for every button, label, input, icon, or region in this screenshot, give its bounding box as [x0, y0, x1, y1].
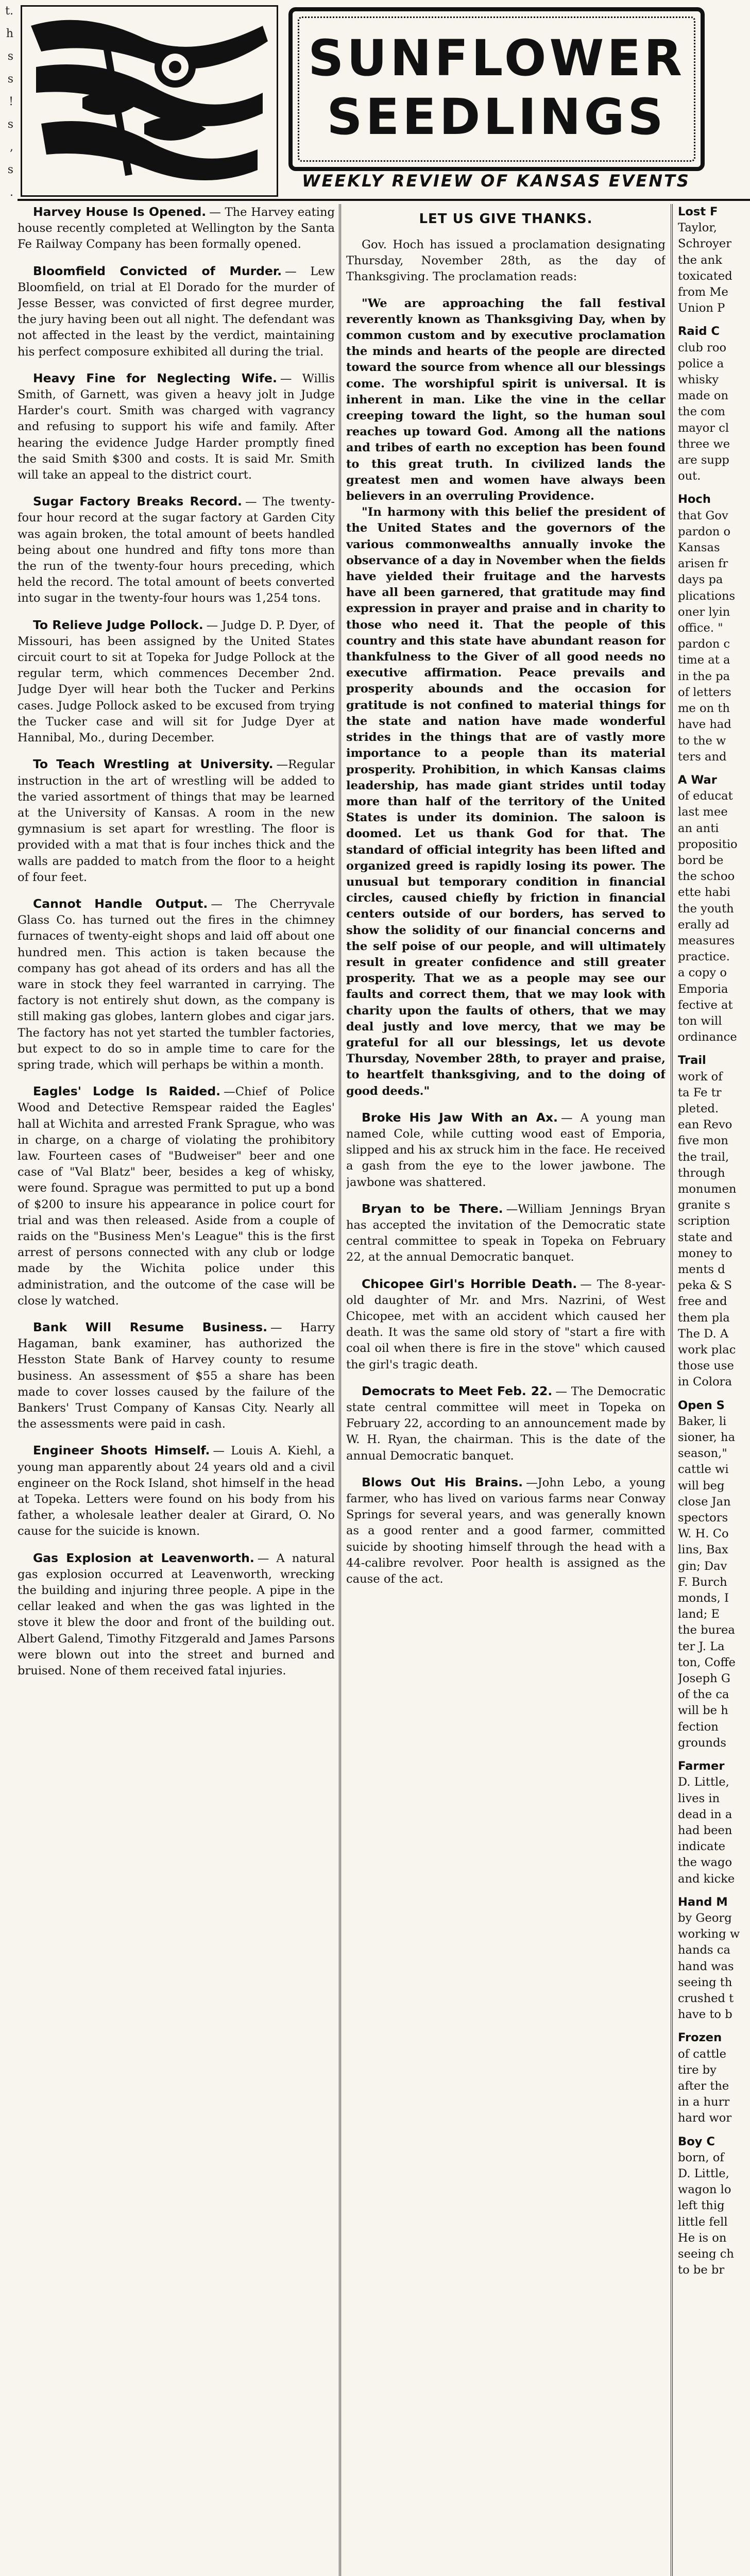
margin-fragment: s — [7, 50, 13, 63]
cut-text-fragment: will beg — [678, 1479, 725, 1493]
cut-text-fragment: the schoo — [678, 870, 735, 884]
cut-text-fragment: hard wor — [678, 2111, 732, 2125]
news-item-body — [346, 1110, 666, 1191]
news-item-text: — The 8-year-old daughter of Mr. and Mrs. Nazrini, of West Chicopee, met with an accident which caused her death. It was the same old story of "start a fire with coal oil when there is fire in the stove" which caused the girl's tragic death. — [346, 1277, 666, 1371]
cut-text-fragment: three we — [678, 437, 730, 451]
cut-headline-fragment: Hand M — [678, 1895, 728, 1909]
thanksgiving-intro — [346, 237, 666, 285]
cut-text-fragment: seeing ch — [678, 2247, 734, 2261]
cut-text-fragment: plications — [678, 589, 736, 603]
cut-text-fragment: state and — [678, 1230, 733, 1244]
cut-text-fragment: ments d — [678, 1263, 725, 1276]
news-item — [18, 1443, 335, 1539]
cut-text-fragment: money to — [678, 1246, 732, 1260]
cut-headline-fragment: Frozen — [678, 2031, 722, 2045]
cut-text-fragment: fective at — [678, 998, 733, 1012]
cut-text-fragment: D. Little, — [678, 1775, 729, 1789]
cut-text-fragment: of letters — [678, 685, 731, 699]
news-item — [18, 896, 335, 1073]
cut-text-fragment: after the — [678, 2079, 729, 2093]
cut-text-fragment: whisky — [678, 373, 719, 387]
news-item-headline: To Relieve Judge Pollock. — [33, 617, 203, 632]
news-item-body — [18, 617, 335, 747]
news-item-body — [18, 756, 335, 886]
news-item-headline: Broke His Jaw With an Ax. — [362, 1110, 558, 1125]
thanksgiving-title: LET US GIVE THANKS. — [419, 211, 593, 227]
cut-text-fragment: season," — [678, 1447, 727, 1461]
news-item-body — [346, 1383, 666, 1464]
cut-text-fragment: D. Little, — [678, 2166, 729, 2180]
cut-text-fragment: gin; Dav — [678, 1559, 727, 1573]
cut-text-fragment: W. H. Co — [678, 1527, 729, 1541]
news-item — [18, 1550, 335, 1680]
cut-text-fragment: Emporia — [678, 982, 728, 996]
news-item — [18, 494, 335, 606]
cut-text-fragment: bord be — [678, 853, 724, 867]
cut-text-fragment: had been — [678, 1823, 732, 1837]
news-item-headline: Sugar Factory Breaks Record. — [33, 494, 242, 509]
cut-text-fragment: practice. — [678, 950, 730, 964]
cut-text-fragment: me on th — [678, 702, 730, 716]
cut-text-fragment: Joseph G — [678, 1672, 730, 1686]
cut-text-fragment: hand was — [678, 1959, 734, 1973]
news-item-headline: Harvey House Is Opened. — [33, 205, 207, 219]
cut-text-fragment: the burea — [678, 1623, 735, 1637]
news-item — [18, 370, 335, 483]
cut-text-fragment: office. " — [678, 621, 723, 635]
cut-text-fragment: indicate — [678, 1840, 726, 1854]
cut-text-fragment: days pa — [678, 573, 723, 587]
news-item-headline: Blows Out His Brains. — [362, 1475, 523, 1489]
cut-text-fragment: have to b — [678, 2008, 732, 2022]
news-item-headline: Gas Explosion at Leavenworth. — [33, 1550, 254, 1565]
cut-text-fragment: monds, I — [678, 1591, 729, 1605]
cut-text-fragment: Baker, li — [678, 1414, 727, 1428]
cut-text-fragment: Kansas — [678, 541, 720, 555]
cut-text-fragment: arisen fr — [678, 557, 728, 571]
cut-text-fragment: the ank — [678, 253, 722, 267]
news-item-text: — Harry Hagaman, bank examiner, has authorized the Hesston State Bank of Harvey county to resume business. An assessment of $55 a share has been made to cover losses caused by the failure of the Bankers' Trust Company of Kansas City. Nearly all the assessments were paid in cash. — [18, 1321, 335, 1431]
cut-text-fragment: free and — [678, 1295, 727, 1309]
news-item-text: — The Harvey eating house recently completed at Wellington by the Santa Fe Railway Company has been formally opened. — [18, 206, 335, 251]
cut-text-fragment: ter J. La — [678, 1639, 725, 1653]
news-item-body — [346, 1201, 666, 1266]
cut-text-fragment: through — [678, 1166, 725, 1180]
cut-text-fragment: crushed t — [678, 1991, 734, 2005]
cut-text-fragment: spectors — [678, 1511, 728, 1525]
news-item — [18, 1083, 335, 1309]
cut-text-fragment: from Me — [678, 285, 728, 299]
cut-text-fragment: lives in — [678, 1791, 720, 1805]
cut-text-fragment: peka & S — [678, 1279, 732, 1293]
cut-text-fragment: close Jan — [678, 1495, 731, 1509]
cut-headline-fragment: Lost F — [678, 205, 718, 218]
cut-text-fragment: those use — [678, 1359, 734, 1373]
news-item-text: —John Lebo, a young farmer, who has lived on various farms near Conway Springs for several years, and was generally known as a good renter and a good farmer, committed suicide by shooting himself through the head with a 44-calibre revolver. Poor health is assigned as the cause of the act. — [346, 1476, 666, 1586]
news-item — [346, 1475, 666, 1587]
cut-headline-fragment: Trail — [678, 1054, 706, 1067]
cut-text-fragment: monumen — [678, 1182, 737, 1196]
masthead-title-line-1: SUNFLOWER — [308, 29, 685, 87]
news-item-body — [18, 1443, 335, 1539]
news-item-text: — Lew Bloomfield, on trial at El Dorado for the murder of Jesse Besser, was convicted of first degree murder, the jury having been out all night. The defendant was not affected in the least by the verdict, maintaining his perfect composure exhibited all during the trial. — [18, 264, 335, 359]
news-item-body — [18, 494, 335, 606]
cut-text-fragment: hands ca — [678, 1943, 730, 1957]
column-divider — [339, 204, 341, 2576]
cut-text-fragment: in a hurr — [678, 2095, 730, 2109]
masthead-frame — [288, 7, 705, 171]
cut-text-fragment: ton will — [678, 1014, 722, 1028]
cut-text-fragment: lins, Bax — [678, 1543, 728, 1557]
news-item — [346, 1110, 666, 1191]
cut-text-fragment: club roo — [678, 341, 727, 354]
cut-text-fragment: work of — [678, 1070, 723, 1083]
cut-headline-fragment: Raid C — [678, 325, 720, 338]
cut-text-fragment: ean Revo — [678, 1118, 732, 1132]
cut-text-fragment: the trail, — [678, 1150, 729, 1164]
news-item-headline: Chicopee Girl's Horrible Death. — [362, 1276, 577, 1291]
column-one — [18, 204, 335, 2576]
news-item-headline: Bank Will Resume Business. — [33, 1320, 268, 1334]
cut-text-fragment: made on — [678, 389, 729, 403]
cut-headline-fragment: Boy C — [678, 2134, 715, 2148]
margin-fragment: ! — [9, 95, 13, 108]
cut-text-fragment: that Gov — [678, 509, 728, 522]
news-item-headline: Bryan to be There. — [362, 1201, 503, 1216]
cut-text-fragment: working w — [678, 1927, 740, 1941]
news-item-text: — Judge D. P. Dyer, of Missouri, has been assigned by the United States circuit court to sit at Topeka for Judge Pollock at the regular term, which commences December 2nd. Judge Dyer will hear both the Tucker and Perkins cases. Judge Pollock asked to be excused from trying the Tucker case and will sit for Judge Dyer at Hannibal, Mo., during December. — [18, 618, 335, 745]
margin-fragment: s — [7, 118, 13, 131]
cut-text-fragment: five mon — [678, 1134, 728, 1148]
news-item-headline: Democrats to Meet Feb. 22. — [362, 1383, 553, 1398]
margin-fragment: h — [6, 27, 13, 40]
cut-text-fragment: little fell — [678, 2215, 728, 2229]
cut-headline-fragment: Farmer — [678, 1759, 725, 1773]
news-item-text: — A young man named Cole, while cutting wood east of Emporia, slipped and his ax struck him in the face. He received a gash from the eye to the lower jawbone. The jawbone was shattered. — [346, 1111, 666, 1189]
cut-text-fragment: an anti — [678, 821, 719, 835]
cut-text-fragment: of cattle — [678, 2047, 727, 2061]
left-margin-fragments — [0, 0, 15, 216]
cut-text-fragment: the com — [678, 405, 725, 419]
news-item-body — [18, 263, 335, 360]
thanksgiving-proclamation — [346, 296, 666, 1099]
news-item — [18, 1319, 335, 1432]
cut-text-fragment: erally ad — [678, 918, 729, 931]
cut-text-fragment: last mee — [678, 805, 728, 819]
cut-text-fragment: out. — [678, 469, 701, 483]
proclamation-paragraph-2: "In harmony with this belief the president of the United States and the governors of the various commonwealths annually invoke the observance of a day in November when the fields have yielded their fruitage and the harvests have all been garnered, that gratitude may find expression in prayer and praise and in charity to those who need it. That the people of this country and this state have abundant reason for thankfulness to the Giver of all good needs no executive affirmation. Peace prevails and prosperity abounds and the occasion for gratitude is not confined to material things for the state and nation have made wonderful strides in the things that are of vastly more importance to a people than its material prosperity. Prohibition, in which Kansas claims leadership, has made giant strides until today more than half of the territory of the United States is under its dominion. The saloon is doomed. Let us thank God for that. The standard of official integrity has been lifted and organized greed is rapidly losing its power. The unusual but temporary condition in financial circles, caused chiefly by friction in financial centers outside of our borders, has served to show the solidity of our financial concerns and the self poise of our people, and will ultimately result in greater confidence and still greater prosperity. That we as a people may see our faults and correct them, that we may look with charity upon the faults of others, that we may deal justly and love mercy, that we may be grateful for all our blessings, let us devote Thursday, November 28th, to prayer and praise, to heartfelt thanksgiving, and to the doing of good deeds." — [346, 505, 666, 1098]
cut-text-fragment: are supp — [678, 453, 729, 467]
news-item — [346, 1383, 666, 1464]
cut-text-fragment: cattle wi — [678, 1463, 729, 1477]
masthead-title-line-2: SEEDLINGS — [327, 88, 667, 146]
column-two — [346, 204, 666, 2576]
cut-text-fragment: by Georg — [678, 1911, 732, 1925]
news-item-text: — The twenty-four hour record at the sugar factory at Garden City was again broken, the total amount of beets handled being about one hundred and fifty tons more than the run of the twenty-four hours preceding, which held the record. The total amount of beets converted into sugar in the twenty-four hours was 1,254 tons. — [18, 495, 335, 605]
news-item — [18, 756, 335, 886]
cut-text-fragment: fection — [678, 1720, 719, 1734]
cut-text-fragment: left thig — [678, 2199, 725, 2213]
cut-text-fragment: ordinance — [678, 1030, 737, 1044]
cut-text-fragment: oner lyin — [678, 605, 730, 619]
cut-text-fragment: work plac — [678, 1343, 736, 1357]
news-item-text: —Regular instruction in the art of wrestling will be added to the varied assortment of things that may be learned at the University of Kansas. A room in the new gymnasium is set apart for wrestling. The floor is provided with a mat that is four inches thick and the walls are padded to match from the floor to a height of four feet. — [18, 758, 335, 884]
news-item-body — [18, 896, 335, 1073]
cut-text-fragment: ta Fe tr — [678, 1086, 722, 1099]
cut-text-fragment: mayor cl — [678, 421, 729, 435]
cut-text-fragment: pardon o — [678, 524, 731, 538]
cut-text-fragment: He is on — [678, 2231, 727, 2245]
news-item-headline: Bloomfield Convicted of Murder. — [33, 263, 282, 278]
cut-text-fragment: to be br — [678, 2263, 725, 2277]
news-item-body — [18, 204, 335, 253]
news-item — [346, 1276, 666, 1373]
masthead-subtitle: WEEKLY REVIEW OF KANSAS EVENTS — [302, 171, 690, 191]
margin-fragment: . — [10, 186, 13, 199]
news-item-text: — Louis A. Kiehl, a young man apparently about 24 years old and a civil engineer on the Rock Island, shot himself in the head at Topeka. Letters were found on his body from his father, a wholesale leather dealer at Girard, O. No cause for the suicide is known. — [18, 1444, 335, 1538]
cut-text-fragment: land; E — [678, 1607, 720, 1621]
cut-text-fragment: of the ca — [678, 1688, 729, 1702]
news-item — [346, 1201, 666, 1266]
news-item-body — [346, 1276, 666, 1373]
column-divider — [671, 204, 673, 2576]
news-item-body — [18, 1319, 335, 1432]
cut-text-fragment: police a — [678, 357, 724, 370]
cut-text-fragment: the wago — [678, 1856, 732, 1870]
cut-text-fragment: measures — [678, 934, 735, 947]
news-item — [18, 617, 335, 747]
cut-text-fragment: a copy o — [678, 966, 727, 980]
news-item — [18, 204, 335, 253]
cut-text-fragment: the youth — [678, 902, 734, 916]
margin-fragment: s — [7, 163, 13, 176]
cut-text-fragment: sioner, ha — [678, 1431, 736, 1445]
cut-text-fragment: F. Burch — [678, 1575, 727, 1589]
cut-text-fragment: ette habi — [678, 886, 730, 900]
news-item-body — [18, 1083, 335, 1309]
cut-text-fragment: The D. A — [678, 1327, 729, 1341]
cut-text-fragment: toxicated — [678, 269, 732, 283]
cut-text-fragment: have had — [678, 718, 731, 732]
cut-text-fragment: Union P — [678, 301, 725, 315]
cut-text-fragment: ters and — [678, 750, 727, 764]
news-item-text: — A natural gas explosion occurred at Leavenworth, wrecking the building and injuring three people. A pipe in the cellar leaked and when the gas was lighted in the stove it blew the door and front of the building out. Albert Galend, Timothy Fitzgerald and James Parsons were blown out into the street and burned and bruised. None of them received fatal injuries. — [18, 1551, 335, 1678]
news-item-body — [346, 1475, 666, 1587]
cut-text-fragment: granite s — [678, 1198, 730, 1212]
sunflower-ornament-icon — [21, 5, 278, 197]
margin-fragment: s — [7, 73, 13, 86]
news-item-body — [18, 370, 335, 483]
news-item-body — [18, 1550, 335, 1680]
cut-text-fragment: tire by — [678, 2063, 717, 2077]
cut-text-fragment: propositio — [678, 837, 738, 851]
column-three-cut — [678, 204, 750, 2576]
cut-text-fragment: and kicke — [678, 1872, 735, 1886]
news-item-text: — The Cherryvale Glass Co. has turned out the fires in the chimney furnaces of twenty-eight shops and laid off about one hundred men. This action is taken because the company has got ahead of its orders and has all the ware in stock they feel warranted in carrying. The factory is not entirely shut down, as the company is still making gas globes, lantern globes and cigar jars. The factory has not yet started the tumbler factories, but expect to do so in ample time to care for the spring trade, which will perhaps be within a month. — [18, 897, 335, 1072]
proclamation-paragraph-1: "We are approaching the fall festival reverently known as Thanksgiving Day, when by common custom and by executive proclamation the minds and hearts of the people are directed toward the source from whence all our blessings come. The worshipful spirit is universal. It is inherent in man. Like the vine in the cellar creeping toward the light, so the human soul reaches up toward God. Among all the nations and tribes of earth no exception has been found to this great truth. In civilized lands the greatest men and women have always been believers in an overruling Providence. — [346, 296, 666, 503]
cut-text-fragment: time at a — [678, 653, 730, 667]
cut-text-fragment: ton, Coffe — [678, 1655, 736, 1669]
margin-fragment: , — [10, 141, 13, 154]
cut-headline-fragment: Open S — [678, 1398, 725, 1412]
news-item-text: — The Democratic state central committee will meet in Topeka on February 22, according to an announcement made by W. H. Ryan, the chairman. This is the date of the annual Democratic banquet. — [346, 1384, 666, 1463]
cut-text-fragment: to the w — [678, 734, 726, 748]
cut-headline-fragment: Hoch — [678, 493, 711, 506]
news-item-headline: Heavy Fine for Neglecting Wife. — [33, 370, 277, 385]
cut-text-fragment: Schroyer — [678, 237, 732, 251]
cut-headline-fragment: A War — [678, 773, 717, 787]
cut-text-fragment: seeing th — [678, 1975, 732, 1989]
news-item-text: —Chief of Police Wood and Detective Remspear raided the Eagles' hall at Wichita and arrested Frank Sprague, who was in charge, on a charge of violating the prohibitory law. Fourteen cases of "Budweiser" beer and one case of "Val Blatz" beer, besides a keg of whisky, were found. Sprague was permitted to put up a bond of $200 to insure his appearance in police court for trial and was then released. Aside from a couple of raids on the "Business Men's League" this is the first arrest of persons connected with any club or lodge made by the Wichita police under this administration, and the outcome of the case will be close ly watched. — [18, 1085, 335, 1308]
news-item-headline: Engineer Shoots Himself. — [33, 1443, 210, 1458]
cut-text-fragment: grounds — [678, 1736, 727, 1750]
news-item-text: —William Jennings Bryan has accepted the invitation of the Democratic state central committee to speak in Topeka on February 22, at the annual Democratic banquet. — [346, 1202, 666, 1264]
cut-text-fragment: of educat — [678, 789, 733, 803]
cut-text-fragment: them pla — [678, 1311, 730, 1325]
news-item-headline: To Teach Wrestling at University. — [33, 757, 274, 772]
cut-text-fragment: scription — [678, 1214, 730, 1228]
cut-text-fragment: in the pa — [678, 669, 730, 683]
cut-text-fragment: Taylor, — [678, 221, 717, 235]
thanksgiving-intro-text: Gov. Hoch has issued a proclamation designating Thursday, November 28th, as the day of Thanksgiving. The proclamation reads: — [346, 238, 666, 284]
margin-fragment: t. — [5, 5, 13, 18]
cut-text-fragment: pleted. — [678, 1101, 719, 1115]
cut-text-fragment: will be h — [678, 1704, 728, 1718]
news-item-headline: Eagles' Lodge Is Raided. — [33, 1084, 221, 1099]
cut-text-fragment: pardon c — [678, 637, 730, 651]
news-item — [18, 263, 335, 360]
cut-text-fragment: dead in a — [678, 1807, 732, 1821]
news-item-text: — Willis Smith, of Garnett, was given a heavy jolt in Judge Harder's court. Smith was charged with vagrancy and refusing to support his wife and family. After hearing the evidence Judge Harder promptly fined the said Smith $300 and costs. It is said Mr. Smith will take an appeal to the district court. — [18, 371, 335, 482]
masthead-rule — [18, 199, 750, 201]
news-item-headline: Cannot Handle Output. — [33, 896, 208, 911]
cut-text-fragment: in Colora — [678, 1375, 732, 1389]
cut-text-fragment: wagon lo — [678, 2183, 731, 2197]
cut-text-fragment: born, of — [678, 2150, 724, 2164]
